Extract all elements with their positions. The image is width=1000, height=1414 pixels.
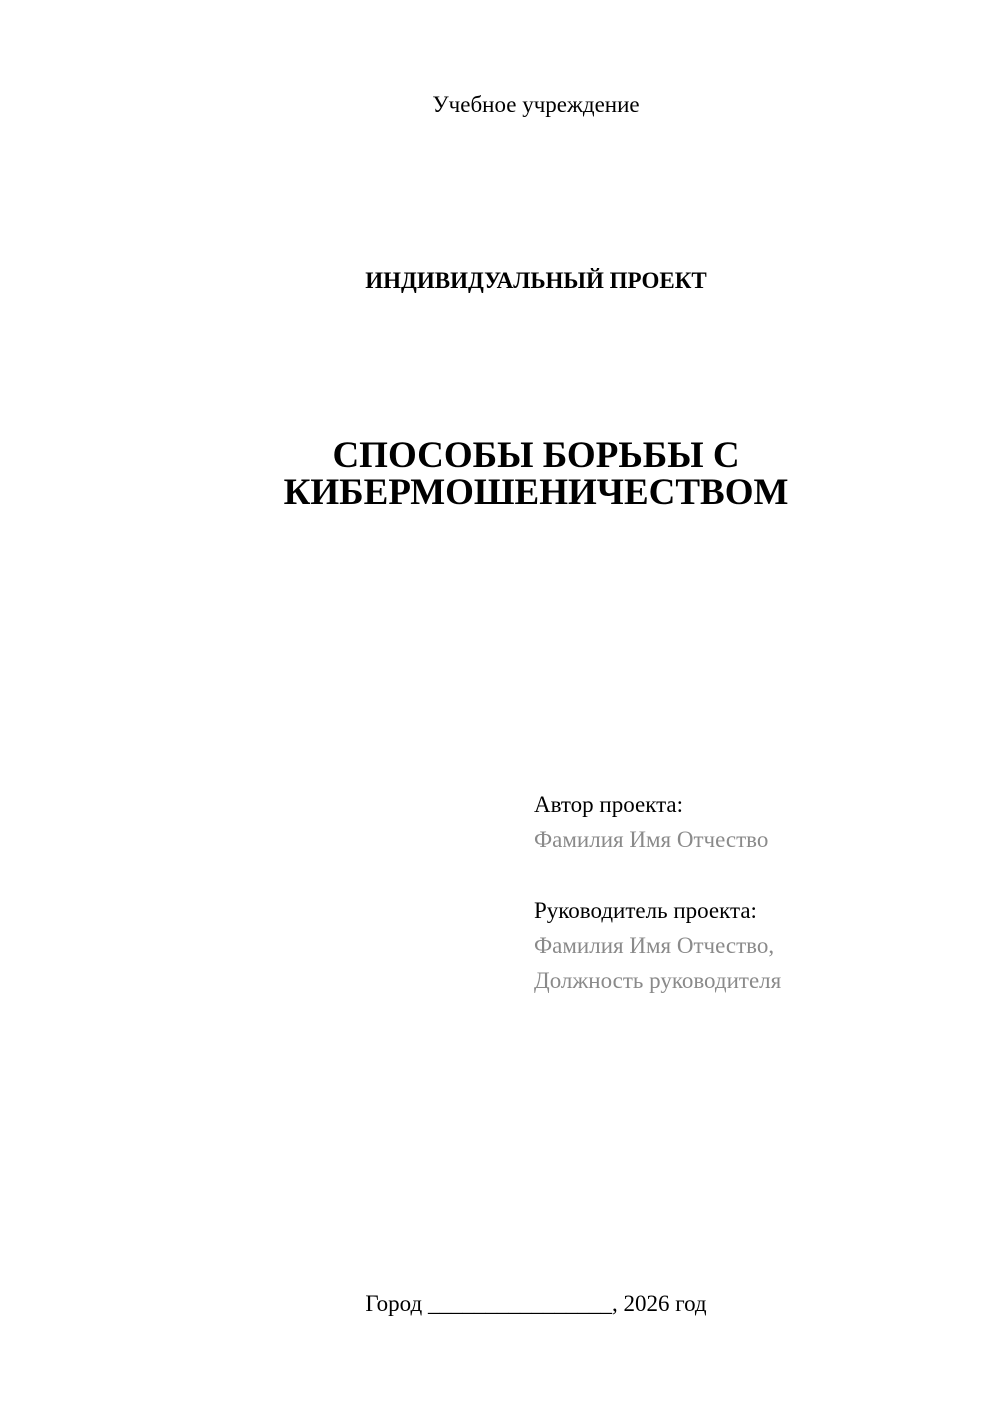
project-title-line-1: СПОСОБЫ БОРЬБЫ С — [332, 435, 740, 476]
authors-spacer — [534, 857, 781, 893]
supervisor-label: Руководитель проекта: — [534, 898, 757, 923]
project-title-line-2: КИБЕРМОШЕНИЧЕСТВОМ — [283, 472, 789, 513]
project-title — [0, 437, 1000, 511]
city-year-line: Город ________________, 2026 год — [365, 1291, 707, 1316]
institution-name: Учебное учреждение — [432, 92, 640, 117]
supervisor-name: Фамилия Имя Отчество, — [534, 933, 775, 958]
author-name: Фамилия Имя Отчество — [534, 827, 769, 852]
supervisor-position: Должность руководителя — [534, 968, 782, 993]
document-type: ИНДИВИДУАЛЬНЫЙ ПРОЕКТ — [365, 268, 707, 293]
author-label: Автор проекта: — [534, 792, 683, 817]
authors-block — [534, 787, 781, 998]
